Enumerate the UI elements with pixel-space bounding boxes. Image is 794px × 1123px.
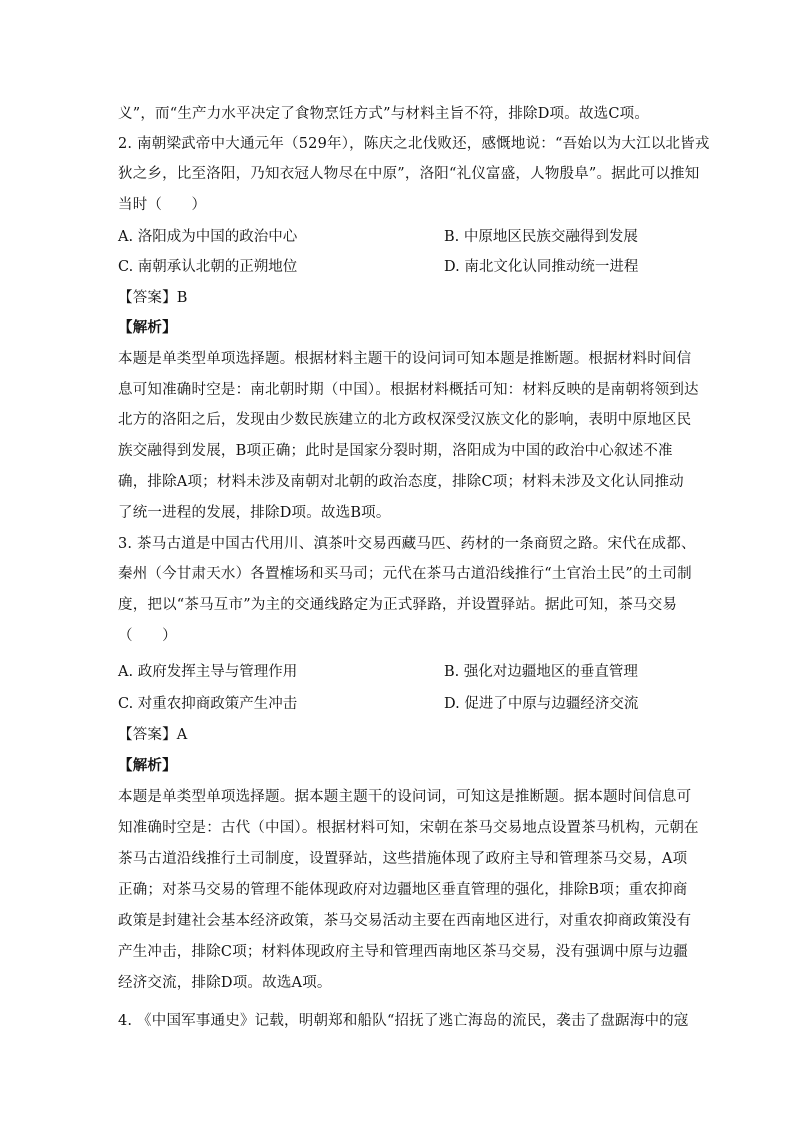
previous-analysis-tail: 义”，而“生产力水平决定了食物烹饪方式”与材料主旨不符，排除D项。故选C项。 [118,106,650,122]
question-2-option-a: A. 洛阳成为中国的政治中心 [118,229,298,245]
question-3-stem-line-3: 度，把以“茶马互市”为主的交通线路定为正式驿路，并设置驿站。据此可知，茶马交易 [118,597,678,613]
question-3-analysis-line-3: 茶马古道沿线推行土司制度，设置驿站，这些措施体现了政府主导和管理茶马交易，A项 [118,851,688,867]
question-3-analysis-line-7: 经济交流，排除D项。故选A项。 [118,975,332,991]
question-2-analysis-line-2: 息可知准确时空是：南北朝时期（中国）。根据材料概括可知：材料反映的是南朝将领到达 [118,382,699,398]
question-2-stem-line-1: 2. 南朝梁武帝中大通元年（529年），陈庆之北伐败还，感慨地说：“吾始以为大江以北皆戎 [118,136,710,152]
question-2-analysis-line-1: 本题是单类型单项选择题。根据材料主题干的设问词可知本题是推断题。根据材料时间信 [118,351,692,367]
question-2-option-c: C. 南朝承认北朝的正朔地位 [118,259,298,275]
question-3-stem-line-2: 秦州（今甘肃天水）各置榷场和买马司；元代在茶马古道沿线推行“土官治土民”的土司制 [118,566,692,582]
question-2-stem-line-3: 当时（ ） [118,197,207,213]
question-2-analysis-title: 【解析】 [118,319,177,336]
question-3-analysis-line-5: 政策是封建社会基本经济政策，茶马交易活动主要在西南地区进行，对重农抑商政策没有 [118,913,692,929]
question-2-answer: 【答案】B [118,290,188,306]
question-2-option-d: D. 南北文化认同推动统一进程 [444,259,639,275]
question-3-analysis-line-6: 产生冲击，排除C项；材料体现政府主导和管理西南地区茶马交易，没有强调中原与边疆 [118,944,688,960]
question-3-option-b: B. 强化对边疆地区的垂直管理 [444,664,638,680]
question-3-answer: 【答案】A [118,727,188,743]
question-3-stem-line-1: 3. 茶马古道是中国古代用川、滇茶叶交易西藏马匹、药材的一条商贸之路。宋代在成都、 [118,536,696,552]
question-3-stem-line-4: （ ） [118,628,177,644]
question-3-analysis-line-2: 知准确时空是：古代（中国）。根据材料可知，宋朝在茶马交易地点设置茶马机构，元朝在 [118,820,699,836]
question-2-analysis-line-3: 北方的洛阳之后，发现由少数民族建立的北方政权深受汉族文化的影响，表明中原地区民 [118,412,692,428]
question-3-option-c: C. 对重农抑商政策产生冲击 [118,696,298,712]
question-3-option-a: A. 政府发挥主导与管理作用 [118,664,298,680]
question-2-stem-line-2: 狄之乡，比至洛阳，乃知衣冠人物尽在中原”，洛阳“礼仪富盛，人物殷阜”。据此可以推知 [118,166,700,182]
question-2-option-b: B. 中原地区民族交融得到发展 [444,229,638,245]
question-2-analysis-line-6: 了统一进程的发展，排除D项。故选B项。 [118,505,391,521]
question-2-analysis-line-5: 确，排除A项；材料未涉及南朝对北朝的政治态度，排除C项；材料未涉及文化认同推动 [118,474,684,490]
question-3-analysis-title: 【解析】 [118,757,177,774]
question-3-analysis-line-4: 正确；对茶马交易的管理不能体现政府对边疆地区垂直管理的强化，排除B项；重农抑商 [118,882,688,898]
question-3-option-d: D. 促进了中原与边疆经济交流 [444,696,639,712]
question-3-analysis-line-1: 本题是单类型单项选择题。据本题主题干的设问词，可知这是推断题。据本题时间信息可 [118,789,692,805]
question-2-analysis-line-4: 族交融得到发展，B项正确；此时是国家分裂时期，洛阳成为中国的政治中心叙述不准 [118,443,673,459]
question-4-stem-line-1: 4. 《中国军事通史》记载，明朝郑和船队“招抚了逃亡海岛的流民，袭击了盘踞海中的寇 [118,1013,689,1029]
